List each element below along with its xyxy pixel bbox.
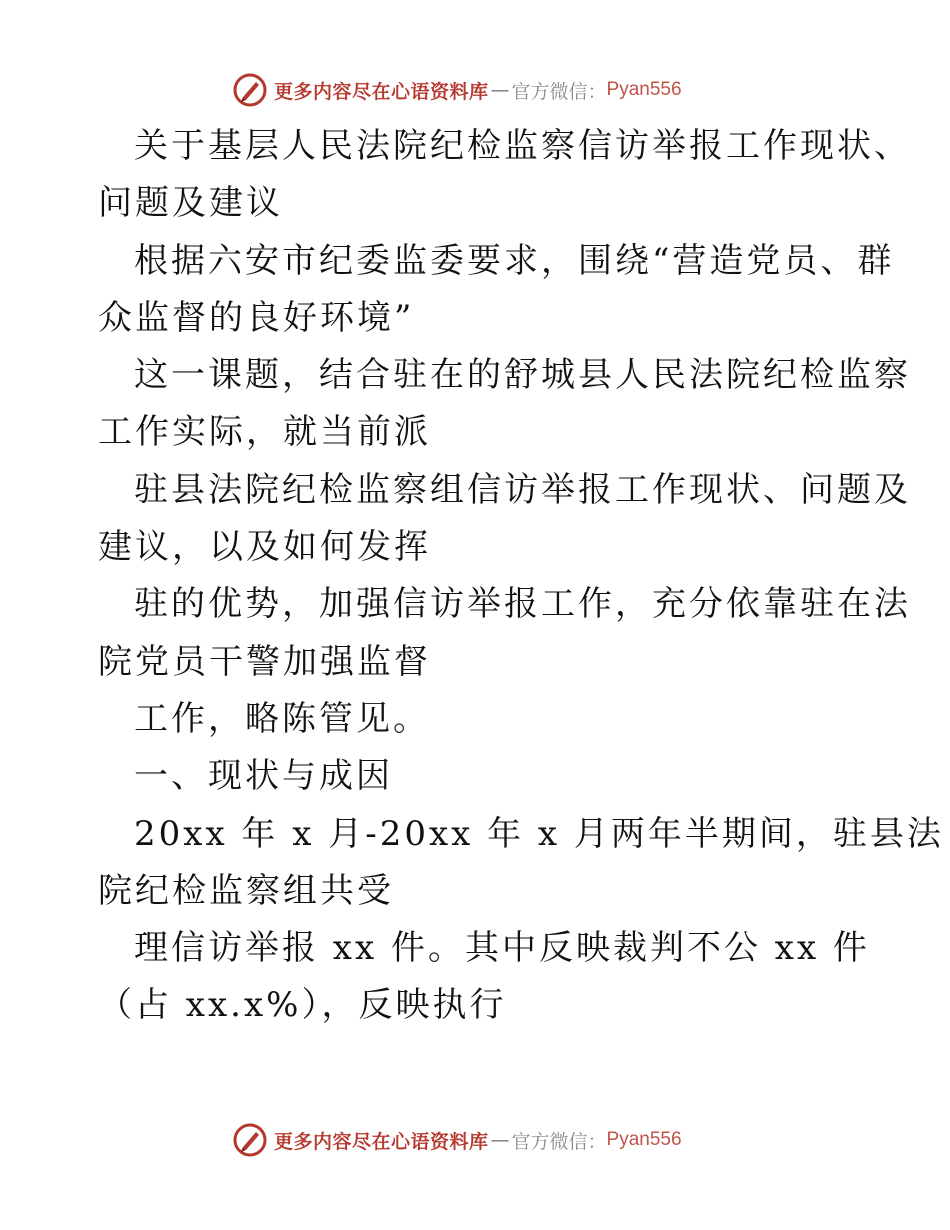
banner-separator: — (490, 1129, 510, 1151)
text-line: 众监督的良好环境” (98, 297, 415, 338)
text-line: 工作，略陈管见。 (134, 698, 430, 739)
text-line: 这一课题，结合驻在的舒城县人民法院纪检监察 (134, 355, 911, 396)
text-line: 院党员干警加强监督 (98, 641, 431, 682)
text-line: 院纪检监察组共受 (98, 870, 394, 911)
text-line: 驻县法院纪检监察组信访举报工作现状、问题及 (134, 469, 911, 510)
banner-wechat-id: Pyan556 (606, 1129, 682, 1150)
header-watermark-banner (232, 72, 682, 108)
banner-title: 更多内容尽在心语资料库 (274, 80, 489, 103)
pen-logo-icon (232, 1122, 268, 1158)
document-body (98, 118, 944, 1035)
text-line: 20xx 年 x 月-20xx 年 x 月两年半期间，驻县法 (134, 813, 944, 854)
text-line: 建议，以及如何发挥 (98, 527, 431, 568)
text-line: 工作实际，就当前派 (98, 412, 431, 453)
banner-wechat-label: 官方微信： (511, 80, 607, 103)
text-line: 驻的优势，加强信访举报工作，充分依靠驻在法 (134, 584, 911, 625)
text-line: （占 xx.x%），反映执行 (98, 985, 507, 1026)
text-line: 理信访举报 xx 件。其中反映裁判不公 xx 件 (134, 928, 870, 969)
text-line: 根据六安市纪委监委要求，围绕“营造党员、群 (134, 240, 895, 281)
banner-title: 更多内容尽在心语资料库 (274, 1130, 489, 1153)
banner-wechat-label: 官方微信： (511, 1130, 607, 1153)
footer-watermark-banner (232, 1122, 682, 1158)
banner-separator: — (490, 79, 510, 101)
text-line: 问题及建议 (98, 183, 283, 224)
banner-wechat-id: Pyan556 (606, 79, 682, 100)
section-heading: 一、现状与成因 (134, 756, 393, 797)
pen-logo-icon (232, 72, 268, 108)
text-line: 关于基层人民法院纪检监察信访举报工作现状、 (134, 126, 911, 166)
